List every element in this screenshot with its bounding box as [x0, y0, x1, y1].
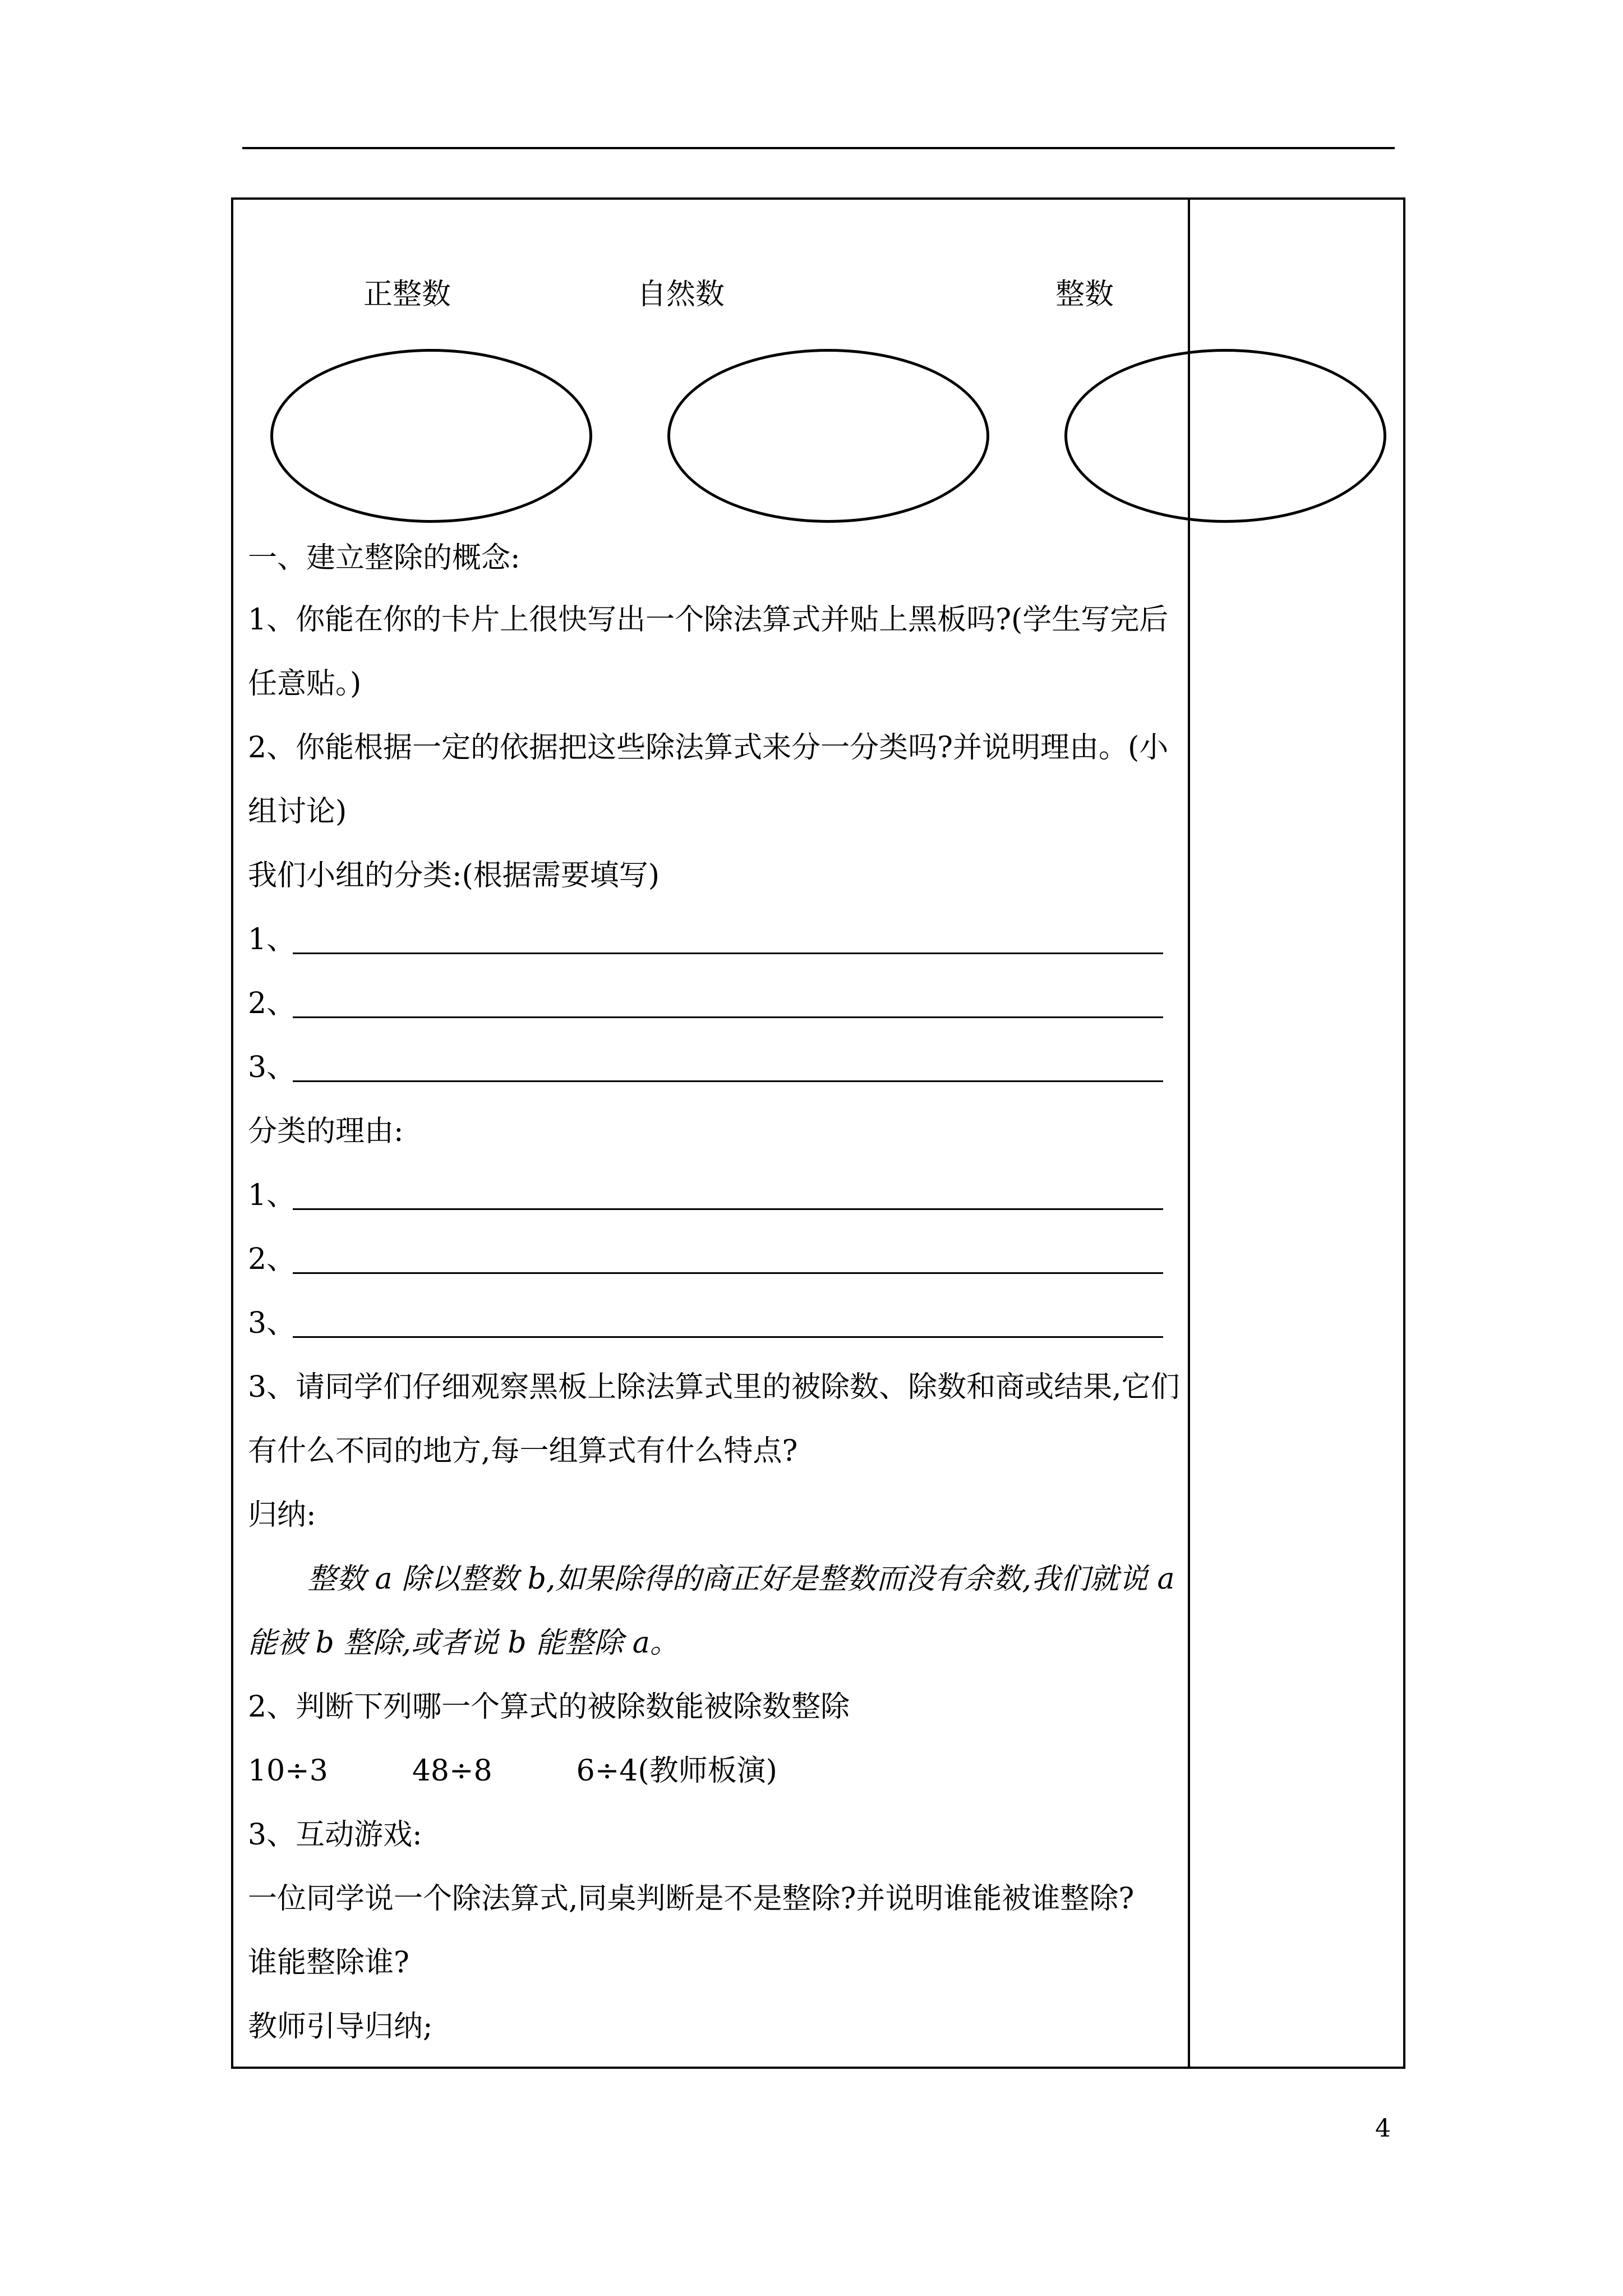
question-1-line-2: 任意贴。) — [248, 667, 362, 701]
game-line-2: 谁能整除谁? — [248, 1946, 409, 1980]
question-3-line-2: 有什么不同的地方,每一组算式有什么特点? — [248, 1434, 798, 1468]
expression-2: 48÷8 — [412, 1754, 492, 1788]
classification-blank-1[interactable] — [293, 953, 1163, 954]
set-label-integers: 整数 — [1055, 278, 1114, 311]
definition-line-2: 能被 b 整除,或者说 b 能整除 a。 — [248, 1626, 679, 1660]
set-label-positive-integers: 正整数 — [363, 278, 451, 311]
reason-item-3: 3、 — [248, 1306, 296, 1340]
reason-item-1: 1、 — [248, 1179, 296, 1212]
game-heading: 3、互动游戏: — [248, 1818, 422, 1852]
classification-blank-2[interactable] — [293, 1016, 1163, 1018]
reason-blank-3[interactable] — [293, 1336, 1163, 1338]
reason-blank-2[interactable] — [293, 1272, 1163, 1274]
header-rule — [242, 147, 1395, 149]
ellipse-positive-integers — [270, 349, 592, 523]
expression-1: 10÷3 — [248, 1754, 328, 1788]
summary-heading: 归纳: — [248, 1498, 316, 1532]
group-classification-label: 我们小组的分类:(根据需要填写) — [248, 859, 660, 892]
judge-heading: 2、判断下列哪一个算式的被除数能被除数整除 — [248, 1690, 850, 1724]
set-label-natural-numbers: 自然数 — [637, 278, 725, 311]
reason-heading: 分类的理由: — [248, 1115, 404, 1148]
expression-row — [248, 1754, 777, 1788]
page-number: 4 — [1375, 2114, 1391, 2143]
question-2-line-1: 2、你能根据一定的依据把这些除法算式来分一分类吗?并说明理由。(小 — [248, 731, 1169, 765]
expression-3: 6÷4(教师板演) — [576, 1754, 777, 1788]
classification-item-2: 2、 — [248, 987, 296, 1020]
teacher-summary: 教师引导归纳; — [248, 2010, 433, 2044]
classification-blank-3[interactable] — [293, 1080, 1163, 1082]
classification-item-3: 3、 — [248, 1051, 296, 1084]
classification-item-1: 1、 — [248, 923, 296, 956]
question-1-line-1: 1、你能在你的卡片上很快写出一个除法算式并贴上黑板吗?(学生写完后 — [248, 603, 1169, 637]
ellipse-integers — [1064, 349, 1386, 523]
game-line-1: 一位同学说一个除法算式,同桌判断是不是整除?并说明谁能被谁整除? — [248, 1882, 1135, 1916]
question-2-line-2: 组讨论) — [248, 795, 347, 829]
definition-line-1: 整数 a 除以整数 b,如果除得的商正好是整数而没有余数,我们就说 a — [307, 1562, 1175, 1596]
reason-blank-1[interactable] — [293, 1208, 1163, 1210]
section1-heading: 一、建立整除的概念: — [248, 541, 520, 575]
question-3-line-1: 3、请同学们仔细观察黑板上除法算式里的被除数、除数和商或结果,它们 — [248, 1370, 1180, 1404]
ellipse-natural-numbers — [667, 349, 989, 523]
reason-item-2: 2、 — [248, 1243, 296, 1276]
